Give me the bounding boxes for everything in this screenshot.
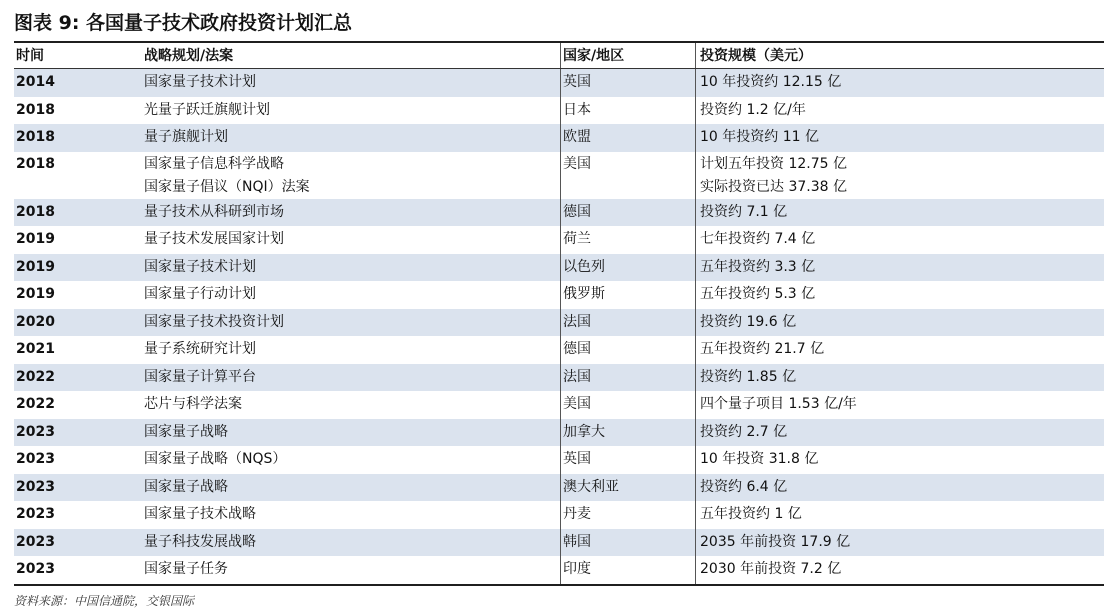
- country-cell: [560, 97, 695, 125]
- year-cell: [14, 199, 138, 227]
- investment-cell-text: 投资约 19.6 亿: [700, 313, 797, 330]
- investment-cell: [695, 199, 1104, 227]
- plan-cell-text: 国家量子倡议（NQI）法案: [144, 178, 310, 195]
- plan-cell-text: 光量子跃迁旗舰计划: [144, 101, 270, 118]
- year-cell: [14, 446, 138, 474]
- plan-cell-text: 量子技术发展国家计划: [144, 231, 284, 247]
- source-note: 资料来源：中国信通院，交银国际: [14, 594, 195, 608]
- table-row: [14, 446, 1104, 474]
- plan-cell-text: 国家量子技术投资计划: [144, 313, 284, 330]
- year-cell-text: 2019: [16, 258, 55, 275]
- year-cell-text: 2020: [16, 313, 55, 330]
- country-cell: [560, 199, 695, 227]
- country-cell: [560, 474, 695, 502]
- country-cell: [560, 529, 695, 557]
- year-cell-text: 2018: [16, 129, 55, 145]
- table-header-row: [14, 41, 1104, 69]
- country-cell-text: 英国: [563, 74, 591, 90]
- investment-cell: [695, 69, 1104, 97]
- plan-cell-text: 国家量子技术战略: [144, 506, 256, 522]
- investment-cell: [695, 446, 1104, 474]
- plan-cell-text: 国家量子技术计划: [144, 74, 256, 90]
- year-cell: [14, 152, 138, 199]
- investment-cell-text: 10 年投资约 12.15 亿: [700, 74, 842, 90]
- plan-cell: [144, 556, 560, 584]
- country-cell: [560, 124, 695, 152]
- plan-cell-text: 国家量子计算平台: [144, 368, 256, 385]
- plan-cell-text: 量子系统研究计划: [144, 341, 256, 357]
- year-cell: [14, 419, 138, 447]
- investment-cell: [695, 391, 1104, 419]
- investment-cell: [695, 124, 1104, 152]
- investment-cell-text: 实际投资已达 37.38 亿: [700, 178, 847, 195]
- country-cell-text: 德国: [563, 341, 591, 357]
- investment-table: [14, 41, 1104, 586]
- table-row: [14, 281, 1104, 309]
- table-row: [14, 69, 1104, 97]
- investment-cell-text: 10 年投资 31.8 亿: [700, 451, 819, 467]
- table-row: [14, 556, 1104, 584]
- investment-cell: [695, 419, 1104, 447]
- table-row: [14, 226, 1104, 254]
- investment-cell: [695, 97, 1104, 125]
- table-row: [14, 309, 1104, 337]
- table-row: [14, 364, 1104, 392]
- country-cell-text: 日本: [563, 101, 591, 118]
- country-cell: [560, 419, 695, 447]
- plan-cell: [144, 124, 560, 152]
- year-cell: [14, 336, 138, 364]
- country-cell-text: 美国: [563, 155, 591, 172]
- country-cell: [560, 226, 695, 254]
- year-cell-text: 2023: [16, 533, 55, 550]
- country-cell: [560, 556, 695, 584]
- plan-cell-text: 国家量子行动计划: [144, 286, 256, 302]
- country-cell: [560, 152, 695, 199]
- investment-cell: [695, 336, 1104, 364]
- year-cell-text: 2022: [16, 396, 55, 412]
- table-row: [14, 124, 1104, 152]
- plan-cell: [144, 69, 560, 97]
- header-investment: 投资规模（美元）: [695, 43, 1104, 68]
- table-row: [14, 336, 1104, 364]
- plan-cell: [144, 446, 560, 474]
- table-row: [14, 474, 1104, 502]
- investment-cell-text: 10 年投资约 11 亿: [700, 129, 819, 145]
- investment-cell: [695, 529, 1104, 557]
- plan-cell: [144, 281, 560, 309]
- investment-cell-text: 2030 年前投资 7.2 亿: [700, 561, 842, 577]
- country-cell: [560, 254, 695, 282]
- header-year: 时间: [16, 48, 44, 64]
- plan-cell-text: 国家量子技术计划: [144, 258, 256, 275]
- year-cell-text: 2022: [16, 368, 55, 385]
- table-row: [14, 199, 1104, 227]
- investment-cell: [695, 254, 1104, 282]
- country-cell-text: 加拿大: [563, 423, 605, 440]
- investment-cell-text: 七年投资约 7.4 亿: [700, 231, 816, 247]
- country-cell: [560, 281, 695, 309]
- plan-cell-text: 国家量子任务: [144, 561, 228, 577]
- plan-cell-text: 国家量子战略（NQS）: [144, 451, 287, 467]
- plan-cell: [144, 364, 560, 392]
- country-cell-text: 美国: [563, 396, 591, 412]
- year-cell: [14, 474, 138, 502]
- year-cell: [14, 501, 138, 529]
- investment-cell-text: 五年投资约 3.3 亿: [700, 258, 816, 275]
- figure-title: 图表 9: 各国量子技术政府投资计划汇总: [14, 12, 353, 34]
- plan-cell: [144, 254, 560, 282]
- table-row: [14, 529, 1104, 557]
- year-cell: [14, 97, 138, 125]
- table-row: [14, 254, 1104, 282]
- investment-cell-text: 投资约 6.4 亿: [700, 478, 788, 495]
- country-cell-text: 荷兰: [563, 231, 591, 247]
- plan-cell-text: 量子技术从科研到市场: [144, 203, 284, 220]
- header-country: 国家/地区: [560, 43, 695, 68]
- country-cell-text: 韩国: [563, 533, 591, 550]
- country-cell-text: 德国: [563, 203, 591, 220]
- investment-cell-text: 投资约 7.1 亿: [700, 203, 788, 220]
- year-cell: [14, 364, 138, 392]
- year-cell-text: 2014: [16, 74, 55, 90]
- plan-cell: [144, 97, 560, 125]
- plan-cell: [144, 309, 560, 337]
- table-row: [14, 97, 1104, 125]
- year-cell-text: 2021: [16, 341, 55, 357]
- investment-cell-text: 五年投资约 21.7 亿: [700, 341, 825, 357]
- year-cell: [14, 556, 138, 584]
- investment-cell-text: 投资约 1.2 亿/年: [700, 101, 806, 118]
- plan-cell: [144, 391, 560, 419]
- year-cell-text: 2023: [16, 561, 55, 577]
- table-body: [14, 69, 1104, 586]
- plan-cell-text: 国家量子战略: [144, 423, 228, 440]
- year-cell-text: 2023: [16, 478, 55, 495]
- year-cell-text: 2023: [16, 423, 55, 440]
- year-cell-text: 2019: [16, 231, 55, 247]
- country-cell-text: 英国: [563, 451, 591, 467]
- investment-cell-text: 五年投资约 1 亿: [700, 506, 802, 522]
- year-cell: [14, 226, 138, 254]
- country-cell: [560, 391, 695, 419]
- country-cell-text: 俄罗斯: [563, 286, 605, 302]
- plan-cell-text: 芯片与科学法案: [144, 396, 242, 412]
- plan-cell-text: 国家量子战略: [144, 478, 228, 495]
- plan-cell: [144, 226, 560, 254]
- investment-cell: [695, 556, 1104, 584]
- investment-cell-text: 计划五年投资 12.75 亿: [700, 155, 847, 172]
- year-cell-text: 2023: [16, 451, 55, 467]
- plan-cell-text: 量子科技发展战略: [144, 533, 256, 550]
- country-cell: [560, 336, 695, 364]
- country-cell: [560, 446, 695, 474]
- investment-cell: [695, 152, 1104, 199]
- year-cell: [14, 124, 138, 152]
- plan-cell: [144, 152, 560, 199]
- year-cell: [14, 391, 138, 419]
- year-cell: [14, 69, 138, 97]
- year-cell: [14, 529, 138, 557]
- year-cell-text: 2019: [16, 286, 55, 302]
- investment-cell-text: 四个量子项目 1.53 亿/年: [700, 396, 857, 412]
- header-plan: 战略规划/法案: [144, 48, 234, 64]
- investment-cell-text: 投资约 2.7 亿: [700, 423, 788, 440]
- table-row: [14, 419, 1104, 447]
- investment-cell: [695, 364, 1104, 392]
- country-cell-text: 欧盟: [563, 129, 591, 145]
- country-cell: [560, 309, 695, 337]
- year-cell-text: 2018: [16, 155, 55, 172]
- plan-cell: [144, 474, 560, 502]
- country-cell-text: 丹麦: [563, 506, 591, 522]
- investment-cell: [695, 309, 1104, 337]
- year-cell: [14, 281, 138, 309]
- investment-cell-text: 五年投资约 5.3 亿: [700, 286, 816, 302]
- investment-cell: [695, 281, 1104, 309]
- country-cell: [560, 364, 695, 392]
- table-row: [14, 152, 1104, 199]
- country-cell-text: 法国: [563, 368, 591, 385]
- investment-cell-text: 2035 年前投资 17.9 亿: [700, 533, 851, 550]
- country-cell-text: 以色列: [563, 258, 605, 275]
- country-cell: [560, 501, 695, 529]
- investment-cell: [695, 501, 1104, 529]
- year-cell-text: 2018: [16, 203, 55, 220]
- plan-cell: [144, 529, 560, 557]
- table-row: [14, 501, 1104, 529]
- plan-cell: [144, 501, 560, 529]
- country-cell-text: 澳大利亚: [563, 478, 619, 495]
- plan-cell-text: 量子旗舰计划: [144, 129, 228, 145]
- table-row: [14, 391, 1104, 419]
- country-cell-text: 法国: [563, 313, 591, 330]
- year-cell: [14, 254, 138, 282]
- plan-cell-text: 国家量子信息科学战略: [144, 155, 284, 172]
- investment-cell: [695, 226, 1104, 254]
- year-cell-text: 2018: [16, 101, 55, 118]
- plan-cell: [144, 199, 560, 227]
- investment-cell-text: 投资约 1.85 亿: [700, 368, 797, 385]
- country-cell-text: 印度: [563, 561, 591, 577]
- plan-cell: [144, 336, 560, 364]
- year-cell: [14, 309, 138, 337]
- investment-cell: [695, 474, 1104, 502]
- country-cell: [560, 69, 695, 97]
- year-cell-text: 2023: [16, 506, 55, 522]
- plan-cell: [144, 419, 560, 447]
